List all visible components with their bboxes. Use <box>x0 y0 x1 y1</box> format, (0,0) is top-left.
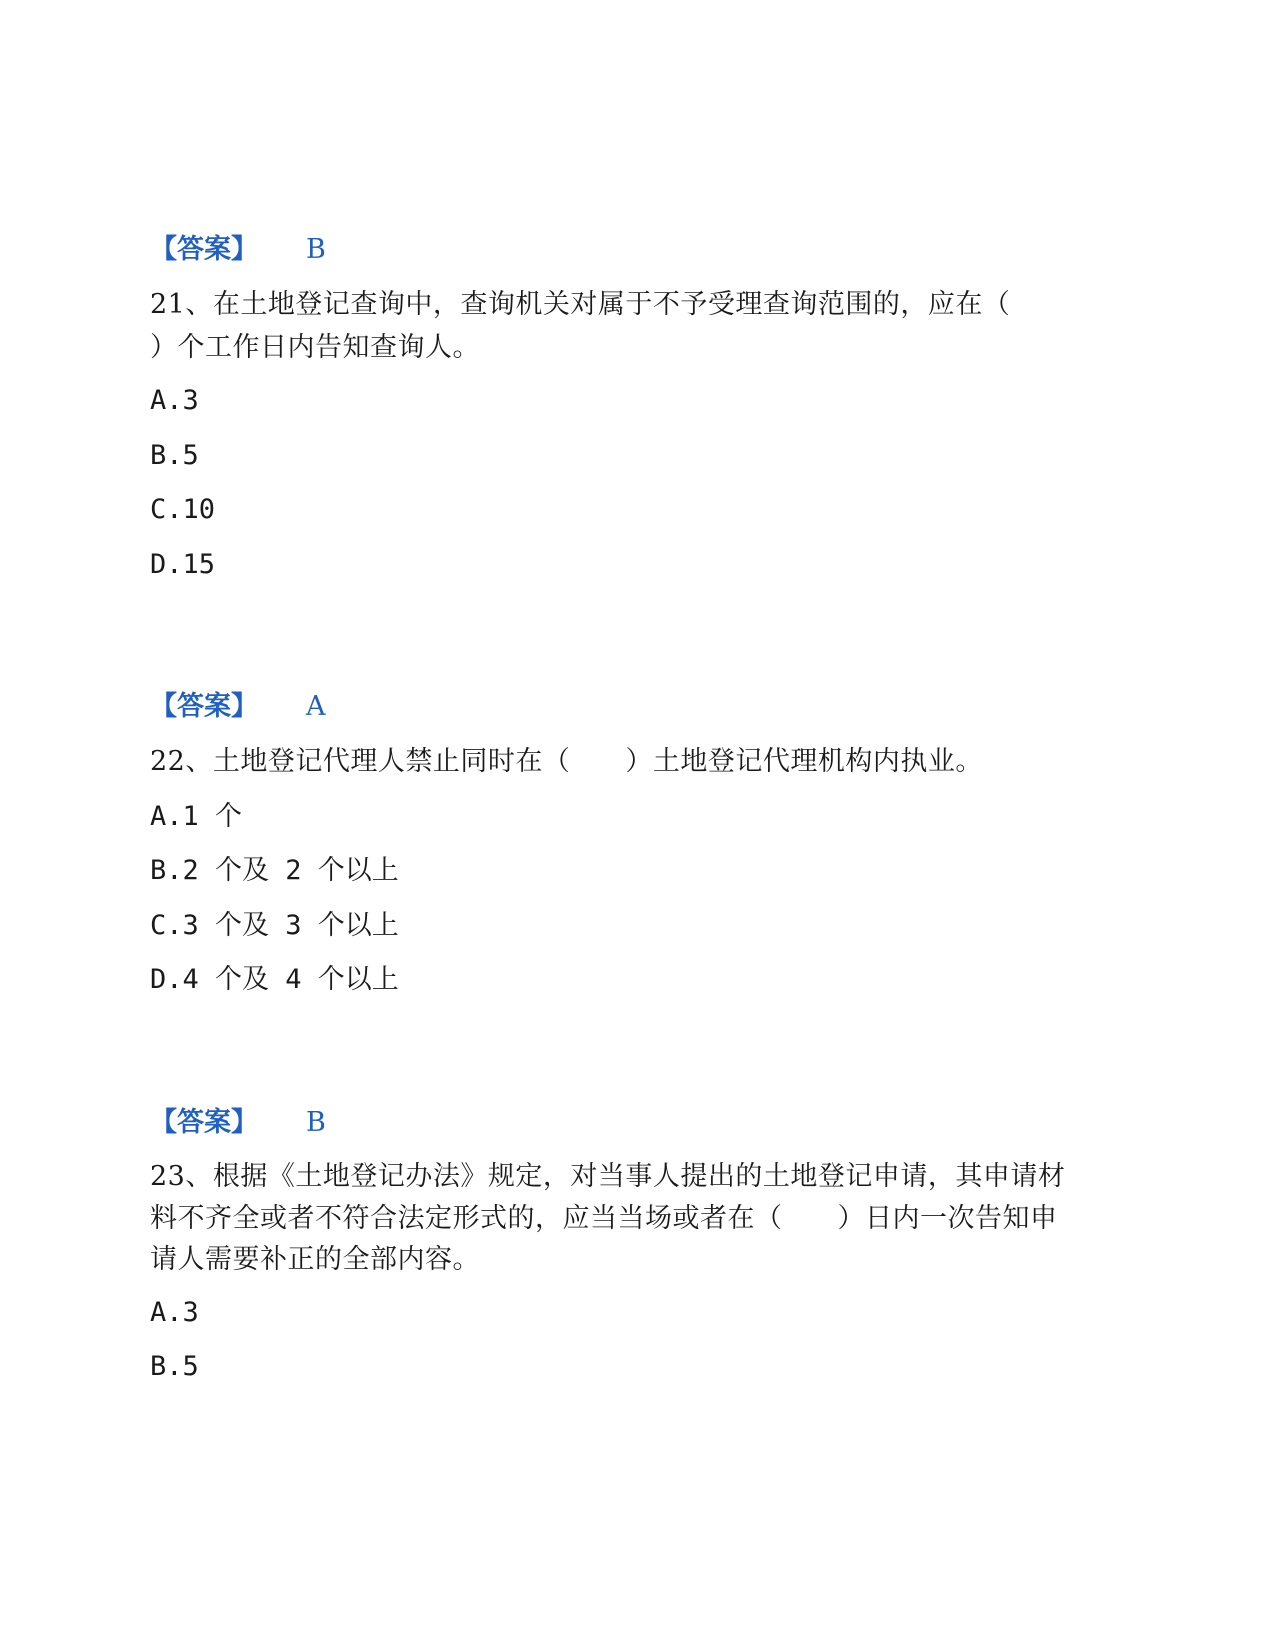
question-text: 23、根据《土地登记办法》规定，对当事人提出的土地登记申请，其申请材 <box>150 1161 1066 1192</box>
answer-block <box>150 1105 326 1141</box>
question-text: 21、在土地登记查询中，查询机关对属于不予受理查询范围的，应在（ <box>150 289 1011 320</box>
option-a: A.3 <box>150 385 199 416</box>
option-b: B.2 个及 2 个以上 <box>150 855 399 886</box>
option-b: B.5 <box>150 1351 199 1382</box>
option-c: C.10 <box>150 494 216 525</box>
option-a: A.1 个 <box>150 801 243 832</box>
question-text: 请人需要补正的全部内容。 <box>150 1244 480 1275</box>
answer-label: 【答案】 <box>150 1107 258 1138</box>
answer-block <box>150 689 326 725</box>
option-c: C.3 个及 3 个以上 <box>150 910 399 941</box>
option-a: A.3 <box>150 1297 199 1328</box>
option-d: D.4 个及 4 个以上 <box>150 964 399 995</box>
answer-label: 【答案】 <box>150 691 258 722</box>
answer-label: 【答案】 <box>150 234 258 265</box>
answer-value: B <box>306 234 326 265</box>
answer-value: B <box>306 1107 326 1138</box>
question-text: 22、土地登记代理人禁止同时在（ ）土地登记代理机构内执业。 <box>150 746 983 777</box>
question-text: ）个工作日内告知查询人。 <box>150 332 480 363</box>
option-d: D.15 <box>150 549 216 580</box>
option-b: B.5 <box>150 440 199 471</box>
question-text: 料不齐全或者不符合法定形式的，应当当场或者在（ ）日内一次告知申 <box>150 1203 1058 1234</box>
answer-value: A <box>306 691 326 722</box>
answer-block <box>150 232 326 268</box>
